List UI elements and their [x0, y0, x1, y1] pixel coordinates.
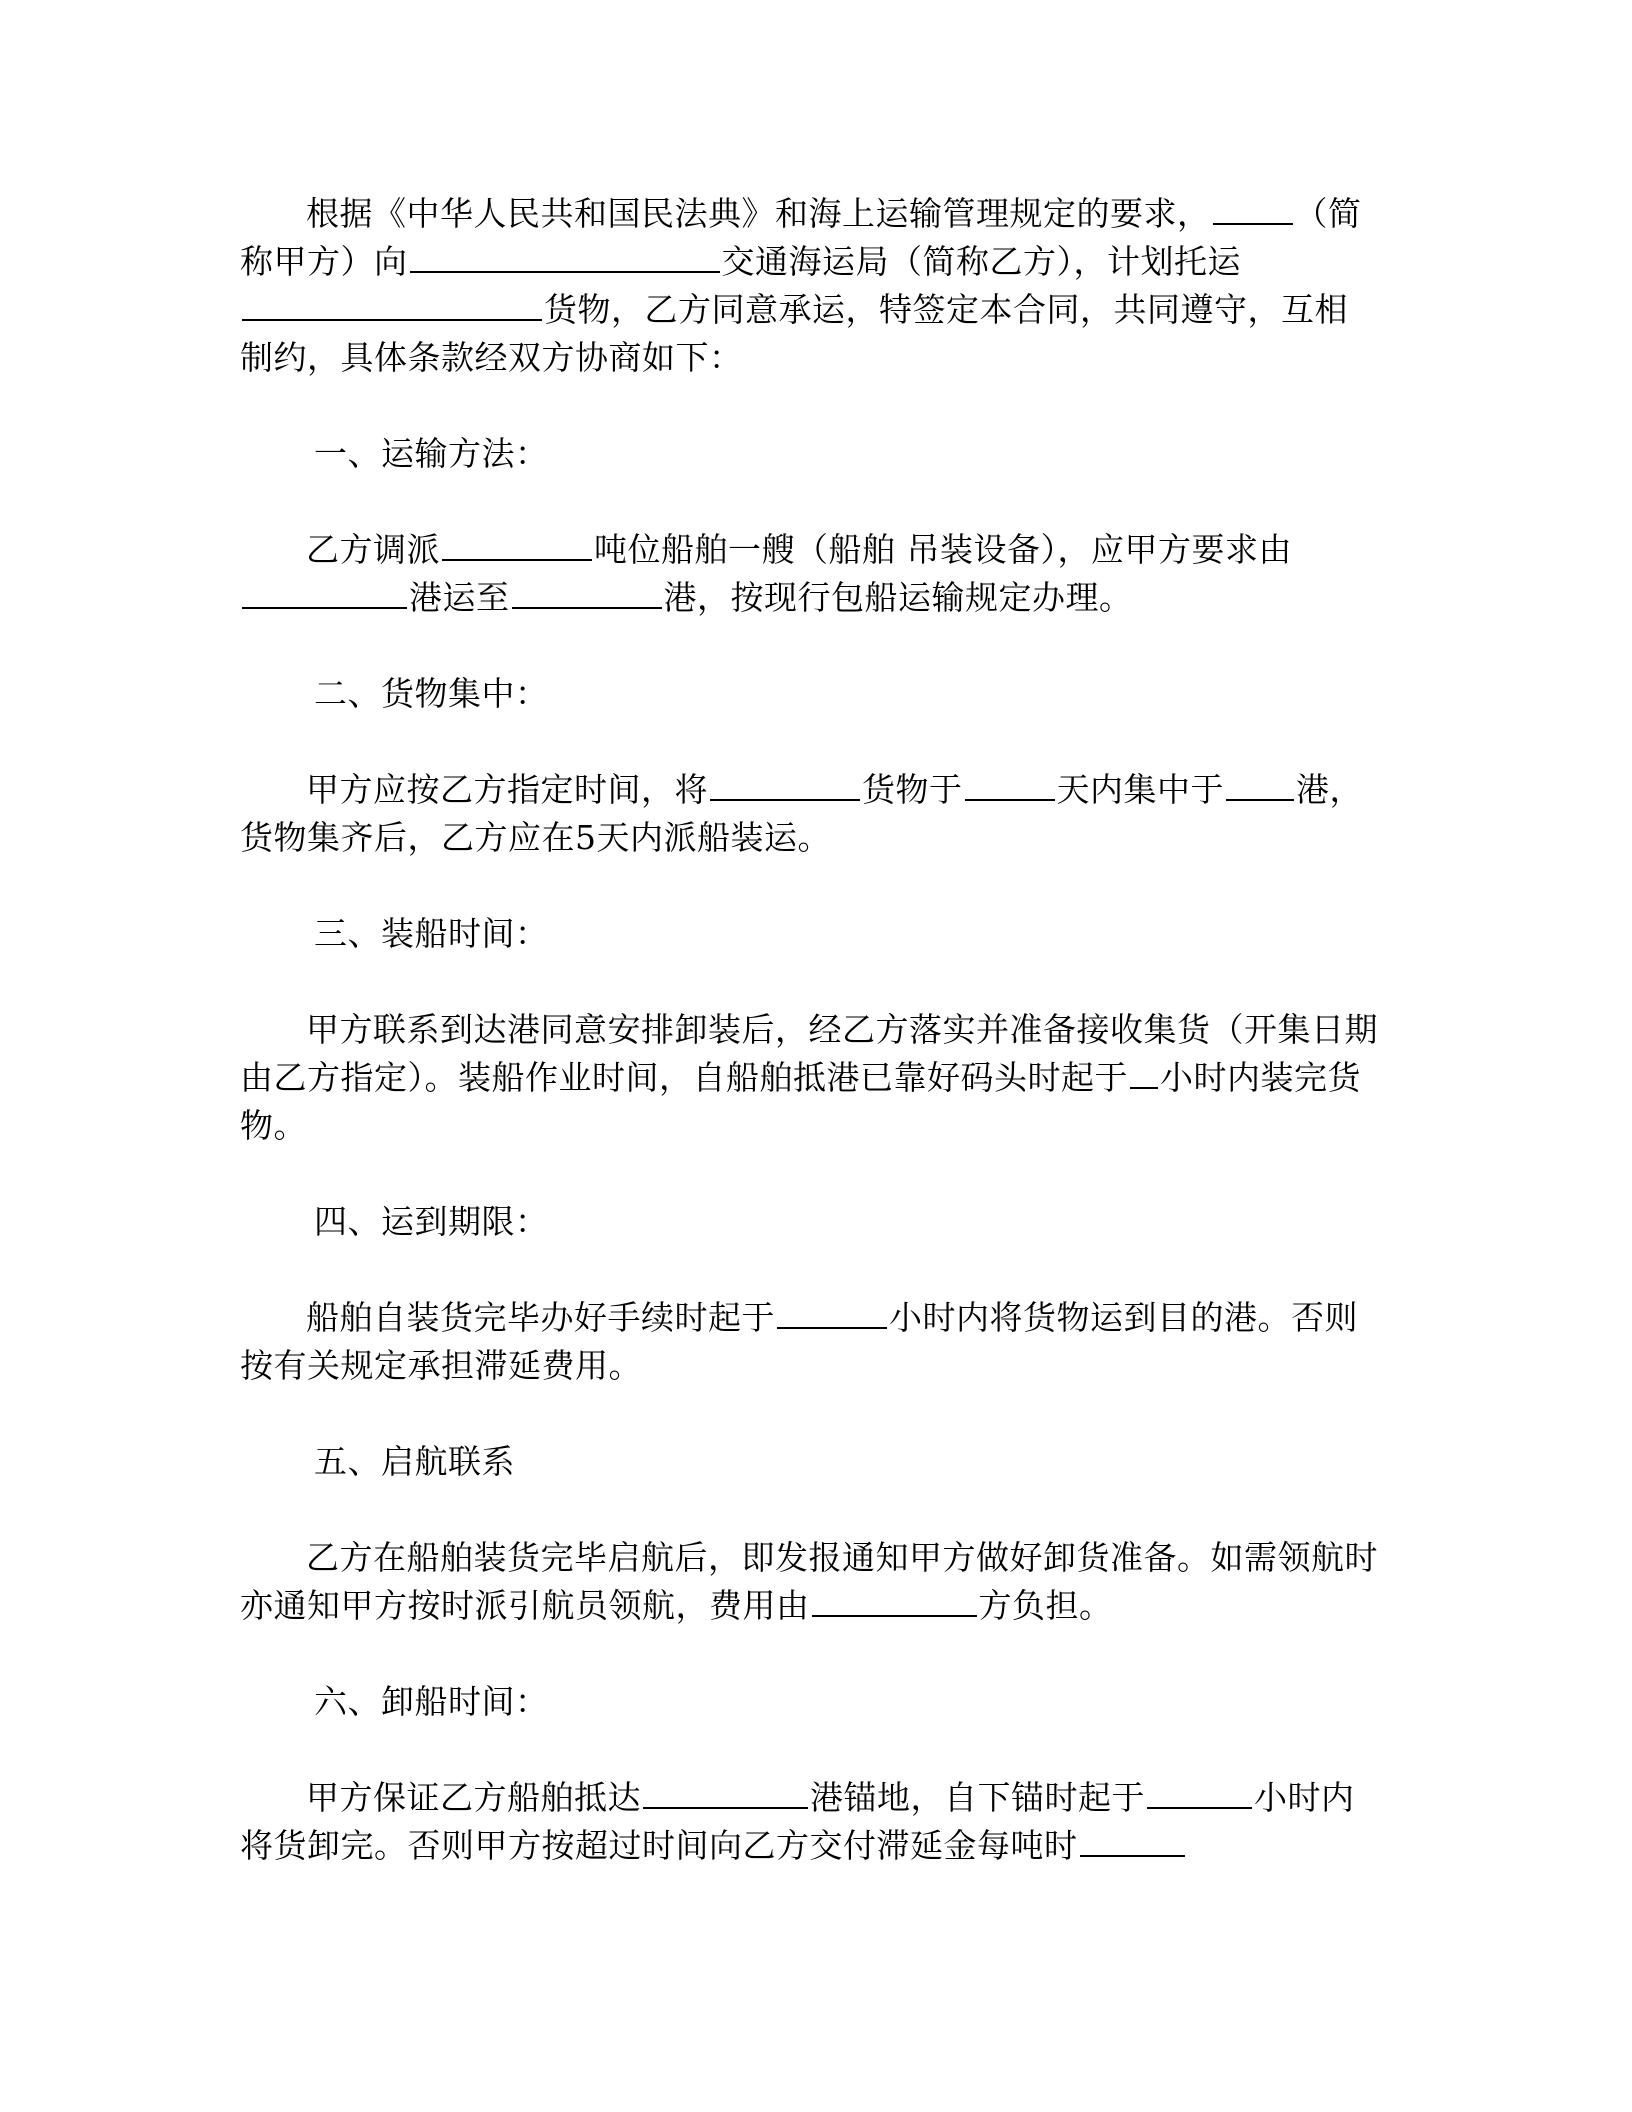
section-5-paragraph — [240, 1534, 1380, 1630]
blank-destination-port — [512, 577, 662, 609]
section-6-heading: 六、卸船时间： — [314, 1682, 549, 1721]
intro-text-1: 根据《中华人民共和国民法典》和海上运输管理规定的要求， — [306, 194, 1211, 233]
s6-text-3: 小时内将货卸完。否则甲方按超过时间向乙方交付滞延金每吨时 — [240, 1778, 1355, 1865]
s5-text-1: 乙方在船舶装货完毕启航后，即发报通知甲方做好卸货准备。如需领航时亦通知甲方按时派引航员领航，费用由 — [240, 1538, 1378, 1625]
s6-text-2: 港锚地，自下锚时起于 — [810, 1778, 1145, 1817]
s2-text-3: 天内集中于 — [1056, 770, 1224, 809]
s1-text-2: 吨位船舶一艘（船舶 吊装设备），应甲方要求由 — [594, 530, 1292, 569]
blank-party-b-location — [410, 241, 720, 273]
blank-goods — [710, 769, 860, 801]
blank-pilot-fee-party — [812, 1585, 977, 1617]
s3-text-2: 小时内装完货物。 — [240, 1058, 1361, 1145]
section-2-heading: 二、货物集中： — [314, 674, 549, 713]
section-1-paragraph — [240, 526, 1380, 622]
s3-text-1: 甲方联系到达港同意安排卸装后，经乙方落实并准备接收集货（开集日期由乙方指定）。装船作业时间，自船舶抵港已靠好码头时起于 — [240, 1010, 1378, 1097]
blank-transit-hours — [777, 1297, 887, 1329]
intro-paragraph — [240, 190, 1380, 382]
section-2-paragraph — [240, 766, 1380, 862]
blank-collection-port — [1226, 769, 1294, 801]
s5-text-2: 方负担。 — [978, 1586, 1113, 1625]
s6-text-1: 甲方保证乙方船舶抵达 — [306, 1778, 641, 1817]
blank-days — [965, 769, 1055, 801]
intro-text-3: 交通海运局（简称乙方），计划托运 — [721, 242, 1241, 281]
blank-origin-port — [242, 577, 407, 609]
section-3-heading: 三、装船时间： — [314, 914, 549, 953]
s4-text-1: 船舶自装货完毕办好手续时起于 — [306, 1298, 775, 1337]
blank-demurrage-rate — [1080, 1825, 1185, 1857]
blank-anchorage-port — [643, 1777, 808, 1809]
section-4-paragraph — [240, 1294, 1380, 1390]
contract-body — [240, 190, 1380, 1870]
section-5-heading: 五、启航联系 — [314, 1442, 515, 1481]
s1-text-4: 港，按现行包船运输规定办理。 — [663, 578, 1133, 617]
blank-loading-hours — [1130, 1057, 1158, 1089]
s4-text-2: 小时内将货物运到目的港。否则按有关规定承担滞延费用。 — [240, 1298, 1358, 1385]
s2-text-4: 港，货物集齐后，乙方应在5天内派船装运。 — [240, 770, 1363, 857]
section-3-paragraph — [240, 1006, 1380, 1150]
s2-text-1: 甲方应按乙方指定时间，将 — [306, 770, 708, 809]
s1-text-1: 乙方调派 — [306, 530, 440, 569]
s1-text-3: 港运至 — [409, 578, 510, 617]
blank-cargo — [242, 289, 542, 321]
blank-party-a — [1213, 193, 1293, 225]
intro-text-2: （简称甲方）向 — [240, 194, 1362, 281]
blank-tonnage — [442, 529, 592, 561]
section-4-heading: 四、运到期限： — [314, 1202, 549, 1241]
blank-unloading-hours — [1147, 1777, 1252, 1809]
intro-text-4: 货物，乙方同意承运，特签定本合同，共同遵守，互相制约，具体条款经双方协商如下： — [240, 290, 1348, 377]
section-6-paragraph — [240, 1774, 1380, 1870]
s2-text-2: 货物于 — [862, 770, 963, 809]
section-1-heading: 一、运输方法： — [314, 434, 549, 473]
